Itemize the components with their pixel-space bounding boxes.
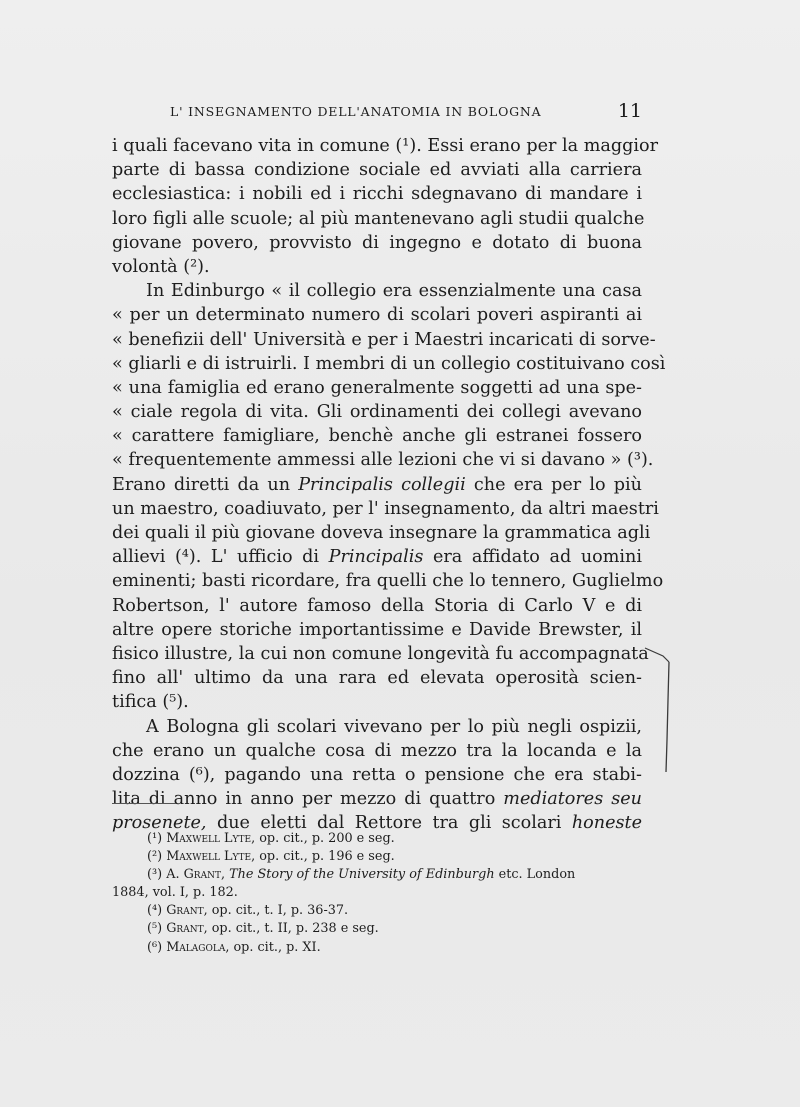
footnote-author: Maxwell Lyte bbox=[166, 831, 252, 846]
footnote-number: (⁴) bbox=[147, 903, 163, 919]
footnote bbox=[112, 939, 642, 957]
text-line: dozzina (⁶), pagando una retta o pensione che era stabi- bbox=[112, 764, 642, 785]
italic-text: mediatores seu bbox=[503, 789, 642, 810]
footnote-text: etc. London bbox=[494, 867, 576, 883]
text-line: « per un determinato numero di scolari poveri aspiranti ai bbox=[112, 305, 642, 326]
text-line: volontà (²). bbox=[112, 256, 210, 277]
text-line: « carattere famigliare, benchè anche gli estranei fossero bbox=[112, 426, 642, 447]
italic-text: honeste bbox=[571, 813, 642, 834]
footnote-continuation: 1884, vol. I, p. 182. bbox=[112, 885, 238, 901]
footnote-title: The Story of the University of Edinburgh bbox=[229, 867, 495, 883]
footnote bbox=[112, 920, 642, 938]
text-line bbox=[112, 545, 642, 569]
text-line: « una famiglia ed erano generalmente soggetti ad una spe- bbox=[112, 377, 642, 398]
text-line: « ciale regola di vita. Gli ordinamenti dei collegi avevano bbox=[112, 402, 642, 423]
text-run: che era per lo più bbox=[465, 474, 642, 495]
text-line: In Edinburgo « il collegio era essenzialmente una casa bbox=[146, 281, 642, 302]
footnote-author: Maxwell Lyte bbox=[166, 849, 252, 865]
text-run: allievi (⁴). L' ufficio di bbox=[112, 547, 329, 568]
text-line: fino all' ultimo da una rara ed elevata operosità scien- bbox=[112, 668, 642, 689]
text-line: « benefizii dell' Università e per i Maestri incaricati di sorve- bbox=[112, 329, 656, 350]
footnote-divider bbox=[112, 803, 176, 804]
text-line: parte di bassa condizione sociale ed avviati alla carriera bbox=[112, 160, 642, 181]
italic-text: prosenete, bbox=[112, 813, 207, 834]
page-number: 11 bbox=[617, 100, 642, 122]
footnote-author: A. Grant bbox=[166, 867, 221, 883]
italic-text: Principalis collegii bbox=[298, 474, 466, 495]
footnote-text: , bbox=[220, 867, 230, 883]
text-line: eminenti; basti ricordare, fra quelli che lo tennero, Guglielmo bbox=[112, 571, 664, 592]
text-line: giovane povero, provvisto di ingegno e dotato di buona bbox=[112, 232, 642, 253]
footnote-text: , op. cit., p. 200 e seg. bbox=[251, 831, 395, 846]
footnote-number: (¹) bbox=[147, 831, 163, 846]
italic-text: Principalis bbox=[328, 547, 424, 568]
text-run: era affidato ad uomini bbox=[423, 547, 643, 568]
footnote-text: , op. cit., p. 196 e seg. bbox=[251, 849, 395, 865]
text-run: due eletti dal Rettore tra gli scolari bbox=[206, 813, 572, 834]
body-text bbox=[112, 134, 666, 835]
footnote-author: Grant bbox=[166, 921, 204, 937]
text-line: « gliarli e di istruirli. I membri di un collegio costituivano così bbox=[112, 353, 666, 374]
footnote bbox=[112, 866, 642, 884]
text-line: ecclesiastica: i nobili ed i ricchi sdegnavano di mandare i bbox=[112, 184, 642, 205]
text-run: lita di anno in anno per mezzo di quattro bbox=[112, 789, 504, 810]
text-line: dei quali il più giovane doveva insegnare la grammatica agli bbox=[112, 523, 651, 543]
footnote-number: (³) bbox=[147, 867, 163, 883]
page-header bbox=[112, 100, 642, 128]
text-line: fisico illustre, la cui non comune longevità fu accompagnata bbox=[112, 643, 649, 664]
text-line: che erano un qualche cosa di mezzo tra la locanda e la bbox=[112, 740, 642, 761]
footnote-number: (⁵) bbox=[147, 921, 163, 937]
text-line: A Bologna gli scolari vivevano per lo più negli ospizii, bbox=[146, 716, 642, 737]
text-line: altre opere storiche importantissime e Davide Brewster, il bbox=[112, 619, 642, 640]
pencil-margin-mark bbox=[643, 640, 683, 780]
footnote bbox=[112, 848, 642, 866]
footnote bbox=[112, 830, 642, 848]
text-line: tifica (⁵). bbox=[112, 692, 189, 713]
text-line: Robertson, l' autore famoso della Storia di Carlo V e di bbox=[112, 595, 642, 616]
running-title: L' INSEGNAMENTO DELL'ANATOMIA IN BOLOGNA bbox=[170, 104, 542, 119]
text-line: un maestro, coadiuvato, per l' insegnamento, da altri maestri bbox=[112, 498, 659, 519]
footnote-text: , op. cit., t. II, p. 238 e seg. bbox=[203, 921, 379, 937]
footnote-text: , op. cit., p. XI. bbox=[225, 939, 321, 955]
text-line: i quali facevano vita in comune (¹). Essi erano per la maggior bbox=[112, 136, 659, 156]
footnotes bbox=[112, 830, 642, 957]
footnote-author: Grant bbox=[166, 903, 204, 919]
bracket-mark-icon bbox=[643, 640, 683, 780]
text-line bbox=[112, 473, 642, 497]
text-line bbox=[112, 787, 642, 811]
footnote-author: Malagola bbox=[166, 939, 226, 955]
footnote-text: , op. cit., t. I, p. 36-37. bbox=[203, 903, 349, 919]
text-line: « frequentemente ammessi alle lezioni che vi si davano » (³). bbox=[112, 450, 654, 471]
text-run: Erano diretti da un bbox=[112, 474, 299, 495]
footnote-number: (⁶) bbox=[147, 939, 163, 955]
text-line: loro figli alle scuole; al più mantenevano agli studii qualche bbox=[112, 208, 645, 229]
footnote-number: (²) bbox=[147, 849, 163, 865]
footnote bbox=[112, 902, 642, 920]
